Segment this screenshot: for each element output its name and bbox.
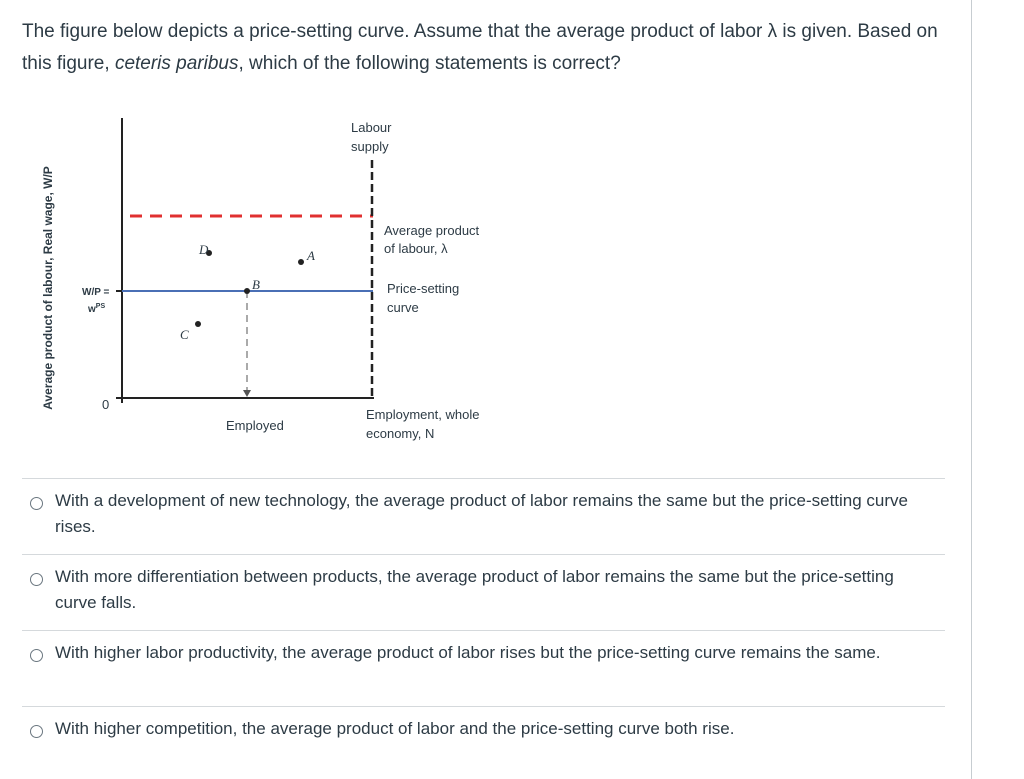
option-1-radio[interactable] — [30, 497, 43, 510]
price-setting-label-1: Price-setting — [387, 281, 460, 296]
employed-label: Employed — [226, 418, 284, 433]
option-2-radio[interactable] — [30, 573, 43, 586]
question-emphasis: ceteris paribus — [114, 53, 239, 74]
point-d-label: D — [199, 242, 209, 257]
labour-supply-label-2: supply — [351, 139, 389, 154]
question-text — [22, 16, 952, 80]
point-a-label: A — [307, 248, 315, 263]
option-4-radio[interactable] — [30, 725, 43, 738]
origin-label: 0 — [102, 397, 110, 412]
y-axis-label: Average product of labour, Real wage, W/P — [41, 166, 55, 410]
point-c — [195, 321, 201, 327]
question-part-2: , which of the following statements is correct? — [238, 53, 621, 74]
option-4-text[interactable]: With higher competition, the average product of labor and the price-setting curve both rise. — [55, 719, 735, 738]
option-3-radio[interactable] — [30, 649, 43, 662]
avg-product-label-1: Average product — [384, 223, 480, 238]
divider-3 — [22, 630, 945, 631]
labour-supply-label-1: Labour — [351, 120, 392, 135]
employment-label-2: economy, N — [366, 426, 435, 441]
point-b — [244, 288, 250, 294]
price-setting-figure — [30, 108, 550, 458]
right-border — [971, 0, 972, 779]
figure-svg — [30, 108, 550, 458]
question-part-1: The figure below depicts a price-setting curve. Assume that the average product of labor λ is given. Based on this figure, — [22, 21, 938, 74]
divider-2 — [22, 554, 945, 555]
price-setting-label-2: curve — [387, 300, 419, 315]
option-3-text[interactable]: With higher labor productivity, the average product of labor rises but the price-setting curve remains the same. — [55, 643, 881, 662]
employment-label-1: Employment, whole — [366, 407, 480, 422]
option-1-text[interactable]: With a development of new technology, the average product of labor remains the same but the price-setting curve rises. — [55, 491, 908, 536]
wage-sub: $w^{PS}$ — [88, 303, 106, 315]
point-c-label: C — [180, 327, 189, 342]
point-b-label: B — [252, 277, 260, 292]
wage-sup: PS — [95, 303, 106, 310]
employed-arrowhead — [243, 390, 251, 397]
divider-4 — [22, 706, 945, 707]
avg-product-label-2: of labour, λ — [384, 241, 448, 256]
divider-1 — [22, 478, 945, 479]
wage-label: W/P = — [82, 287, 110, 298]
point-a — [298, 259, 304, 265]
option-2-text[interactable]: With more differentiation between products, the average product of labor remains the same but the price-setting curve falls. — [55, 567, 894, 612]
